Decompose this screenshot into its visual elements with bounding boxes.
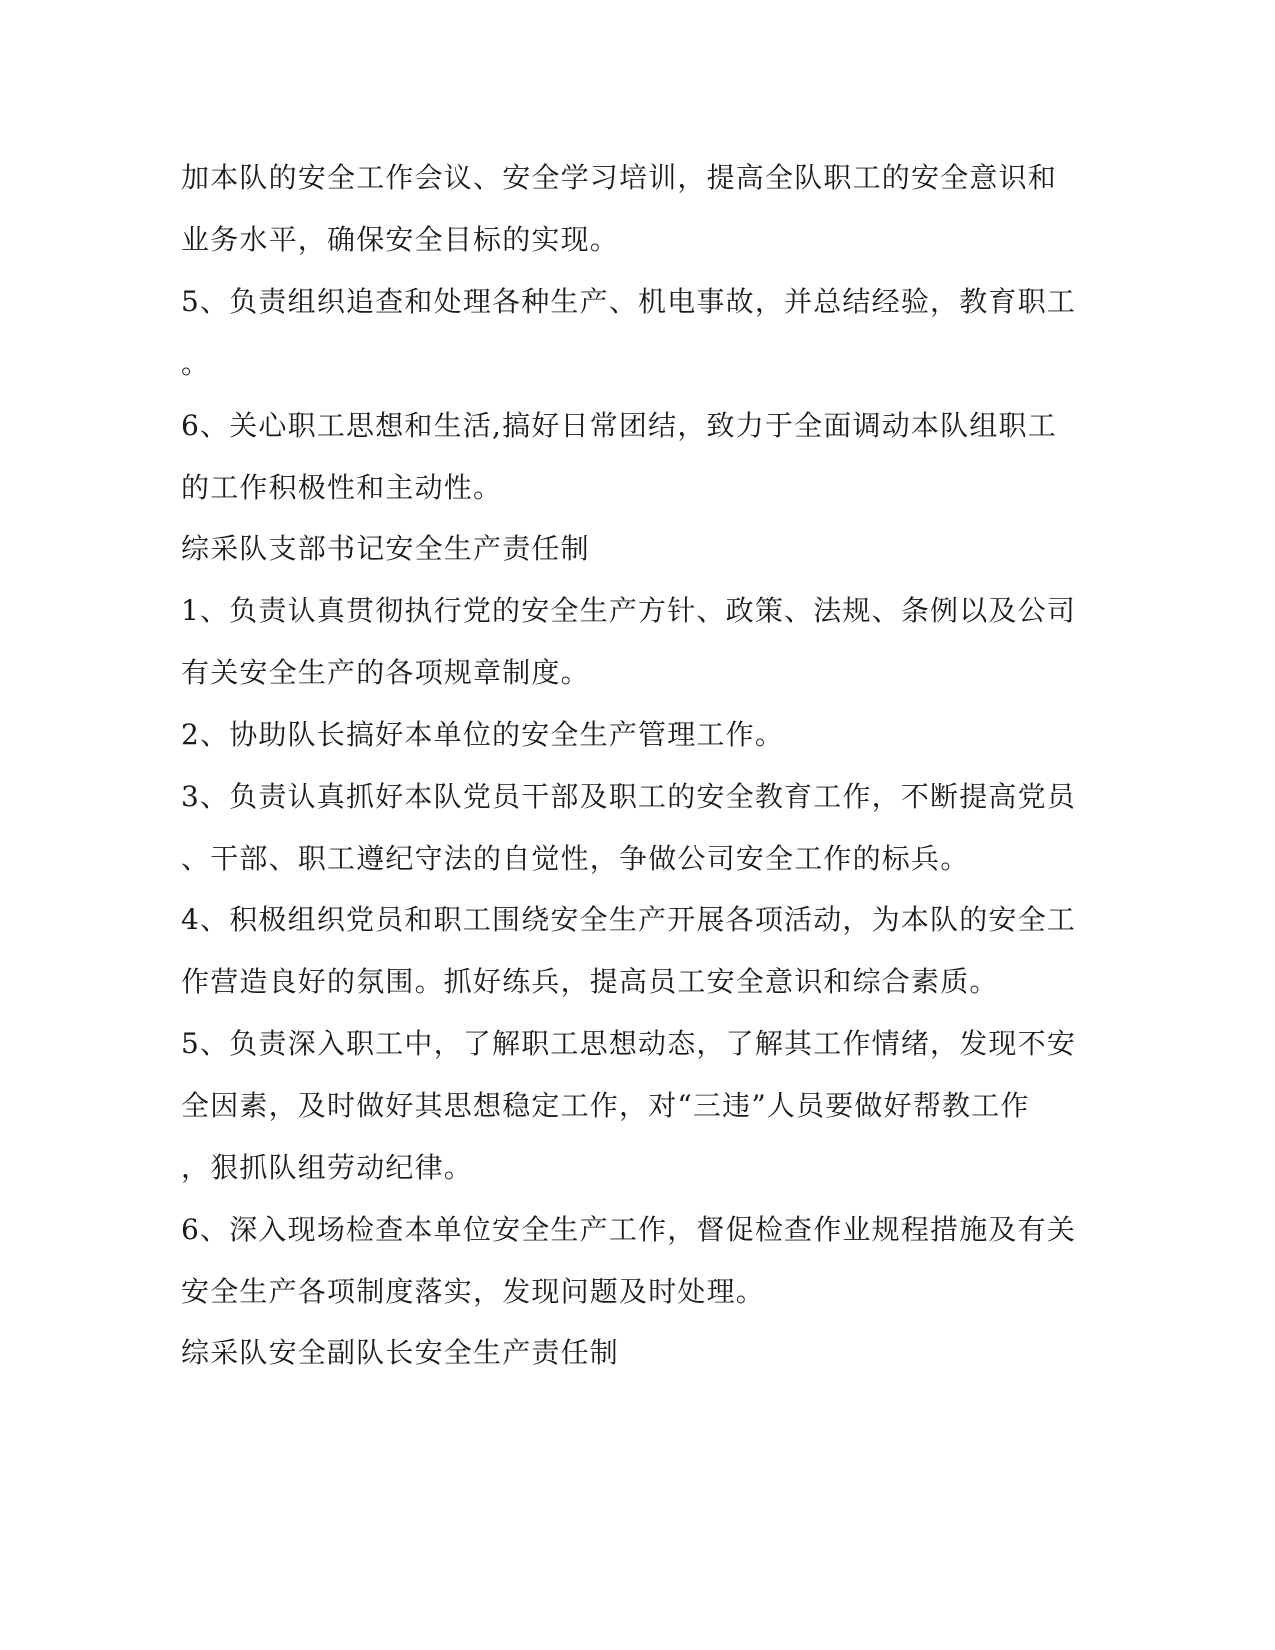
section-heading: 综采队支部书记安全生产责任制 [181,532,590,565]
text-line: 安全生产各项制度落实，发现问题及时处理。 [181,1275,766,1308]
text-line: 。 [181,347,211,380]
text-line: 3、负责认真抓好本队党员干部及职工的安全教育工作，不断提高党员 [181,780,1077,813]
text-line: 1、负责认真贯彻执行党的安全生产方针、政策、法规、条例以及公司 [181,594,1077,627]
text-line: 2、协助队长搞好本单位的安全生产管理工作。 [181,718,785,751]
text-line: 6、深入现场检查本单位安全生产工作，督促检查作业规程措施及有关 [181,1213,1077,1246]
section-heading: 综采队安全副队长安全生产责任制 [181,1336,620,1369]
text-line: 作营造良好的氛围。抓好练兵，提高员工安全意识和综合素质。 [181,965,999,998]
text-line: 4、积极组织党员和职工围绕安全生产开展各项活动，为本队的安全工 [181,903,1077,936]
text-line: 有关安全生产的各项规章制度。 [181,656,590,689]
text-line: ，狠抓队组劳动纪律。 [181,1151,474,1184]
text-line: 的工作积极性和主动性。 [181,471,503,504]
text-line: 、干部、职工遵纪守法的自觉性，争做公司安全工作的标兵。 [181,842,970,875]
text-line: 6、关心职工思想和生活,搞好日常团结，致力于全面调动本队组职工 [181,409,1057,442]
text-line: 全因素，及时做好其思想稳定工作，对“三违”人员要做好帮教工作 [181,1089,1030,1122]
text-line: 加本队的安全工作会议、安全学习培训，提高全队职工的安全意识和 [181,161,1058,194]
text-line: 业务水平，确保安全目标的实现。 [181,223,620,256]
text-line: 5、负责深入职工中，了解职工思想动态，了解其工作情绪，发现不安 [181,1027,1077,1060]
text-line: 5、负责组织追查和处理各种生产、机电事故，并总结经验，教育职工 [181,285,1077,318]
